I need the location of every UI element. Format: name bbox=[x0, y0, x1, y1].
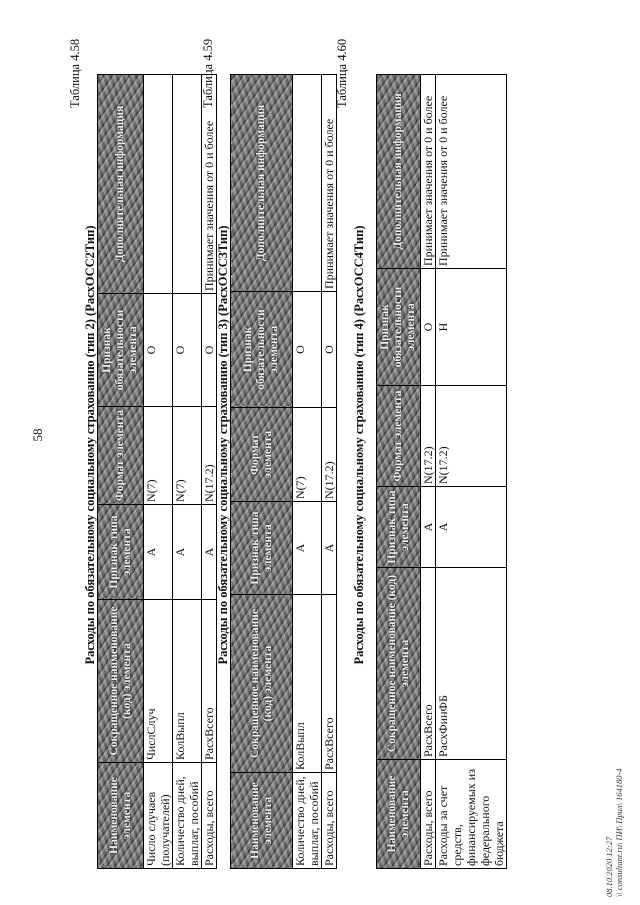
table-row bbox=[436, 75, 507, 869]
cell-code: КолВыпл bbox=[173, 600, 202, 763]
cell-format: N(7) bbox=[293, 408, 322, 502]
cell-info bbox=[144, 75, 173, 294]
table-number-4-60: Таблица 4.60 bbox=[335, 38, 349, 108]
page-number: 58 bbox=[30, 428, 45, 442]
header-cell: Сокращенное наименование (код) элемента bbox=[98, 600, 144, 763]
cell-type: А bbox=[421, 487, 436, 568]
cell-name: Расходы, всего bbox=[202, 763, 217, 869]
header-cell: Наименование элемента bbox=[98, 763, 144, 869]
header-cell: Сокращенное наименование (код) элемента bbox=[377, 568, 421, 760]
header-cell: Формат элемента bbox=[231, 408, 293, 502]
cell-required: О bbox=[421, 269, 436, 386]
cell-code: КолВыпл bbox=[293, 595, 322, 773]
cell-name: Количество дней, выплат, пособий bbox=[293, 773, 322, 869]
table-4-60 bbox=[376, 74, 507, 869]
cell-info: Принимает значения от 0 и более bbox=[436, 75, 507, 269]
cell-format: N(17.2) bbox=[421, 386, 436, 487]
table-caption-4-59: Расходы по обязательному социальному страхованию (тип 3) (РасхОСС3Тип) bbox=[216, 225, 230, 665]
cell-type: А bbox=[322, 502, 337, 595]
table-row bbox=[202, 75, 217, 869]
header-cell: Признак обязательности элемента bbox=[98, 294, 144, 407]
header-cell: Признак типа элемента bbox=[231, 502, 293, 595]
cell-type: А bbox=[293, 502, 322, 595]
cell-name: Расходы за счет средств, финансируемых из федерального бюджета bbox=[436, 760, 507, 869]
cell-info: Принимает значения от 0 и более bbox=[421, 75, 436, 269]
table-number-4-58: Таблица 4.58 bbox=[68, 38, 82, 108]
header-cell: Признак обязательности элемента bbox=[231, 292, 293, 408]
cell-code: РасхВсего bbox=[322, 595, 337, 773]
table-row bbox=[144, 75, 173, 869]
header-cell: Сокращенное наименование (код) элемента bbox=[231, 595, 293, 773]
header-cell: Наименование элемента bbox=[231, 773, 293, 869]
cell-format: N(17.2) bbox=[202, 407, 217, 505]
header-cell: Признак типа элемента bbox=[377, 487, 421, 568]
cell-info bbox=[293, 75, 322, 292]
header-cell: Признак обязательности элемента bbox=[377, 269, 421, 386]
cell-info: Принимает значения от 0 и более bbox=[202, 75, 217, 294]
cell-required: О bbox=[173, 294, 202, 407]
table-header-row bbox=[98, 75, 144, 869]
table-row bbox=[322, 75, 337, 869]
print-footer bbox=[604, 768, 624, 897]
cell-info bbox=[173, 75, 202, 294]
table-row bbox=[173, 75, 202, 869]
header-cell: Дополнительная информация bbox=[98, 75, 144, 294]
cell-format: N(17.2) bbox=[322, 408, 337, 502]
cell-code: РасхВсего bbox=[421, 568, 436, 760]
cell-required: О bbox=[322, 292, 337, 408]
header-cell: Дополнительная информация bbox=[231, 75, 293, 292]
header-cell: Дополнительная информация bbox=[377, 75, 421, 269]
cell-info: Принимает значения от 0 и более bbox=[322, 75, 337, 292]
table-4-59 bbox=[230, 74, 337, 869]
table-caption-4-60: Расходы по обязательному социальному страхованию (тип 4) (РасхОСС4Тип) bbox=[352, 225, 366, 665]
cell-required: О bbox=[144, 294, 173, 407]
header-cell: Формат элемента bbox=[98, 407, 144, 505]
table-row bbox=[421, 75, 436, 869]
table-caption-4-58: Расходы по обязательному социальному страхованию (тип 2) (РасхОСС2Тип) bbox=[83, 225, 97, 665]
cell-required: Н bbox=[436, 269, 507, 386]
cell-format: N(17.2) bbox=[436, 386, 507, 487]
cell-code: РасхФинФБ bbox=[436, 568, 507, 760]
cell-type: А bbox=[173, 505, 202, 600]
table-row bbox=[293, 75, 322, 869]
table-number-4-59: Таблица 4.59 bbox=[201, 38, 215, 108]
cell-format: N(7) bbox=[173, 407, 202, 505]
cell-name: Число случаев (получателей) bbox=[144, 763, 173, 869]
cell-type: А bbox=[144, 505, 173, 600]
table-header-row bbox=[377, 75, 421, 869]
table-4-58 bbox=[97, 74, 217, 869]
table-header-row bbox=[231, 75, 293, 869]
cell-name: Расходы, всего bbox=[322, 773, 337, 869]
cell-name: Расходы, всего bbox=[421, 760, 436, 869]
cell-required: О bbox=[293, 292, 322, 408]
cell-type: А bbox=[202, 505, 217, 600]
cell-required: О bbox=[202, 294, 217, 407]
footer-path: \\ consultant.ru\ ПИ\ Прил\ 164180-4 bbox=[614, 768, 624, 897]
cell-type: А bbox=[436, 487, 507, 568]
cell-format: N(7) bbox=[144, 407, 173, 505]
header-cell: Признак типа элемента bbox=[98, 505, 144, 600]
header-cell: Формат элемента bbox=[377, 386, 421, 487]
cell-name: Количество дней, выплат, пособий bbox=[173, 763, 202, 869]
footer-timestamp: 08.10.2020 12:27 bbox=[604, 836, 614, 897]
cell-code: РасхВсего bbox=[202, 600, 217, 763]
cell-code: ЧислСлуч bbox=[144, 600, 173, 763]
header-cell: Наименование элемента bbox=[377, 760, 421, 869]
